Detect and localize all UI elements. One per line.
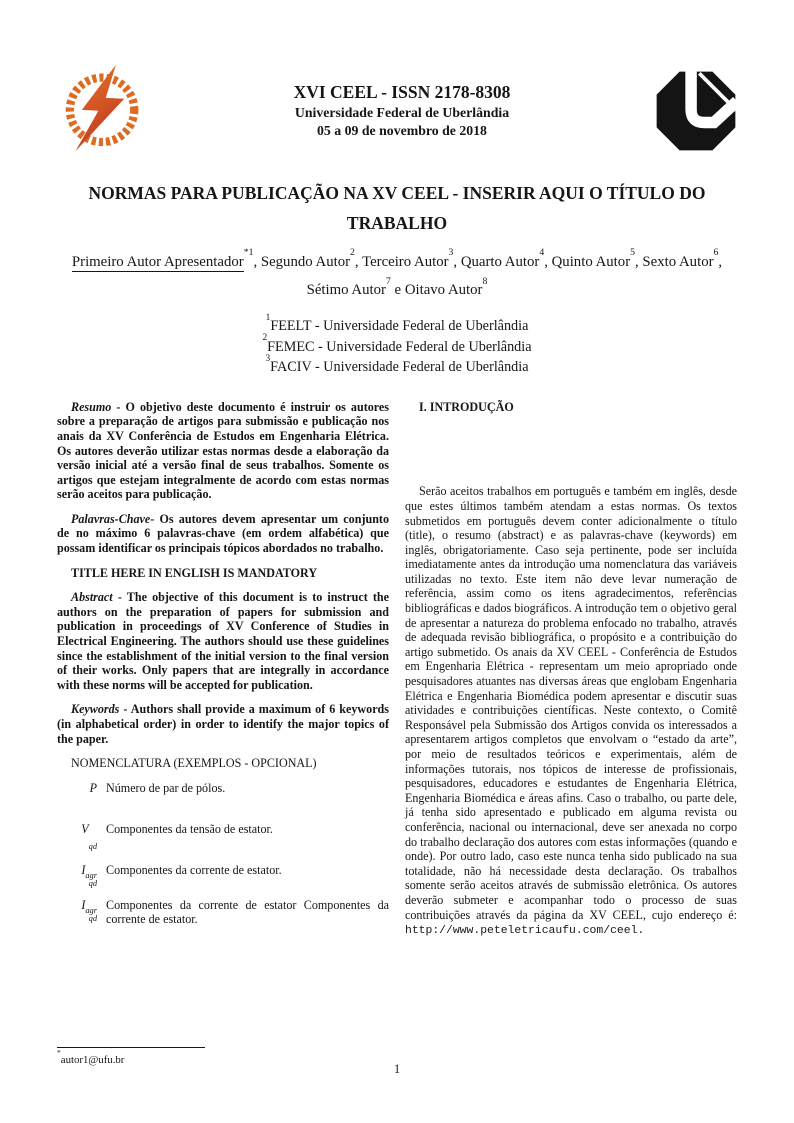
paper-title: NORMAS PARA PUBLICAÇÃO NA XV CEEL - INSERIR AQUI O TÍTULO DO TRABALHO <box>88 183 706 234</box>
affiliation-2: $^2$FEMEC - Universidade Federal de Uberlândia <box>262 333 532 355</box>
page-number: 1 <box>393 1062 401 1076</box>
ufu-logo <box>655 70 737 152</box>
affiliation-1: $^1$FEELT - Universidade Federal de Uberlândia <box>265 313 529 335</box>
affiliations <box>57 313 737 377</box>
palavras-chave-paragraph: Palavras-Chave- Os autores devem apresentar um conjunto de no máximo 6 palavras-chave (em ordem alfabética) que possam identificar os principais tópicos abordados no trabalho. <box>57 511 389 556</box>
header-text-block <box>149 62 655 140</box>
university-name: Universidade Federal de Uberlândia <box>294 104 510 120</box>
author-4: Quarto Autor$^4$ <box>460 247 545 271</box>
author-footnote: *autor1@ufu.br <box>57 1047 205 1066</box>
nomenclature-item: I agr qd Componentes da corrente de estator. <box>81 862 282 889</box>
author-7: Sétimo Autor$^7$ <box>306 275 391 299</box>
nomenclature-item: I agr qd Componentes da corrente de estator Componentes da corrente de estator. <box>81 897 389 927</box>
nomenclature-item: V qd Componentes da tensão de estator. <box>81 821 273 852</box>
affiliation-3: $^3$FACIV - Universidade Federal de Uberlândia <box>265 353 529 376</box>
introduction-paragraph: Serão aceitos trabalhos em português e também em inglês, desde que estes últimos também atendam a estas normas. Os textos submetidos em português devem conter adicionalmente o título (title), o resumo (abstract) e as palavras-chave (keywords) em inglês, obrigatoriamente. Caso seja pertinente, pode ser incluída imediatamente antes da introdução uma nomenclatura das variáveis utilizadas no texto. Este item não deve levar numeração de referência, assim como os itens agradecimentos, referências bibliográficas e dados biográficos. A introdução tem o objetivo geral de apresentar a natureza do problema enfocado no trabalho, através de adequada revisão bibliográfica, o propósito e a contribuição do artigo submetido. Os anais da XV CEEL - Conferência de Estudos em Engenharia Elétrica - representam um meio apropriado onde pesquisadores atuantes nas diversas áreas que englobam Engenharia Elétrica e Engenharia Biomédica podem apresentar e discutir suas atividades e contribuições científicas. Neste contexto, o Comitê Responsável pela Submissão dos Artigos convida os interessados a apresentarem artigos completos que envolvam o “estado da arte”, por meio de resultados teóricos e experimentais, além de informações tutorais, nos tópicos de interesse de profissionais, pesquisadores, educadores e estudantes de Engenharia Elétrica, Engenharia Biomédica e áreas afins. Caso o trabalho, ou parte dele, já tenha sido apresentado e publicado em alguma revista ou conferência, nacional ou internacional, deve ser anexada no corpo do trabalho declaração dos autores com estas informações (quando e onde). Por outro lado, caso este nunca tenha sido publicado na sua totalidade, não há necessidade desta declaração. Os trabalhos somente serão aceitos através de submissão eletrônica. Os autores deverão submeter e acompanhar todo o processo de suas contribuições através da página da XV CEEL, cujo endereço é: http://www.peteletricaufu.com/ceel. <box>405 484 737 938</box>
right-column <box>405 400 737 1082</box>
submission-url-link[interactable]: http://www.peteletricaufu.com/ceel. <box>405 925 645 938</box>
keywords-paragraph: Keywords - Authors shall provide a maximum of 6 keywords (in alphabetical order) in order to identify the major topics of the paper. <box>57 702 389 746</box>
author-line: Primeiro Autor Apresentador$^{*1}$, Segundo Autor$^2$, Terceiro Autor$^3$, Quarto Autor$^4$, Quinto Autor$^5$, Sexto Autor$^6$, Sétimo Autor$^7$ e Oitavo Autor$^8$ <box>71 247 723 299</box>
author-5: Quinto Autor$^5$ <box>551 247 635 271</box>
footnote-rule <box>57 1047 205 1048</box>
nomenclature-item: P Número de par de pólos. <box>89 780 226 795</box>
page-header <box>57 62 737 154</box>
resumo-paragraph: Resumo - O objetivo deste documento é instruir os autores sobre a preparação de artigos para submissão e publicação nos anais da XV Conferência de Estudos em Engenharia Elétrica. Os autores deverão utilizar estas normas desde a elaboração da versão inicial até a versão final de seus trabalhos. Somente os artigos que estejam integralmente de acordo com estas normas serão aceitos para publicação. <box>57 399 389 502</box>
footnote-email: autor1@ufu.br <box>60 1053 125 1066</box>
author-6: Sexto Autor$^6$ <box>642 247 719 271</box>
introduction-heading: I. INTRODUÇÃO <box>419 399 514 414</box>
conference-dates: 05 a 09 de novembro de 2018 <box>317 122 487 138</box>
author-2: Segundo Autor$^2$ <box>260 247 355 271</box>
conference-title: XVI CEEL - ISSN 2178-8308 <box>293 82 511 102</box>
english-title-heading: TITLE HERE IN ENGLISH IS MANDATORY <box>71 565 318 580</box>
author-1: Primeiro Autor Apresentador$^{*1}$ <box>71 247 254 271</box>
author-8: Oitavo Autor$^8$ <box>404 275 488 299</box>
author-3: Terceiro Autor$^3$ <box>362 247 454 271</box>
two-column-body <box>57 400 737 1082</box>
left-column <box>57 400 389 1082</box>
abstract-paragraph: Abstract - The objective of this document is to instruct the authors on the preparation of papers for submission and publication in proceedings of XV Conference of Studies in Electrical Engineering. The authors should use these guidelines since the establishment of the initial version to the final version of their works. Only papers that are integrally in accordance with these norms will be accepted for publication. <box>57 590 389 692</box>
ceel-lightning-logo <box>57 62 149 154</box>
nomenclature-heading: NOMENCLATURA (EXEMPLOS - OPCIONAL) <box>71 756 317 771</box>
